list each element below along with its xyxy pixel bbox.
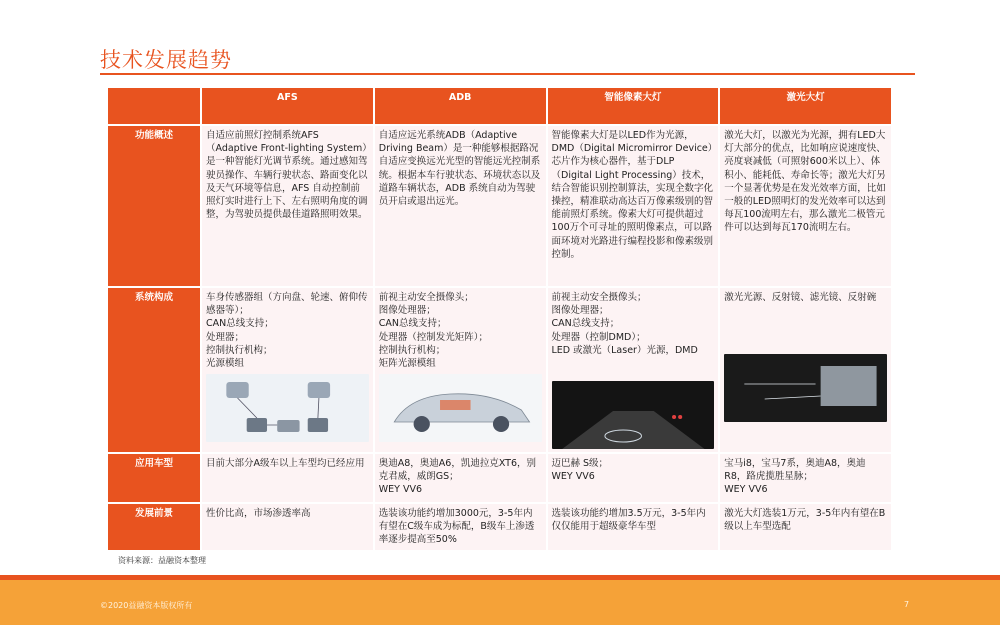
table-row <box>108 504 891 550</box>
table-cell: 自适应远光系统ADB（Adaptive Driving Beam）是一种能够根据路况自适应变换远光光型的智能远光控制系统。根据本车行驶状态、环境状态以及道路车辆状态，ADB 系统自动为驾驶员开启或退出远光。 <box>375 126 546 286</box>
row-header-outlook: 发展前景 <box>108 504 200 550</box>
table-cell <box>548 288 719 452</box>
afs-diagram-icon <box>206 374 369 442</box>
table-corner <box>108 88 200 124</box>
table-cell: 选装该功能约增加3.5万元，3-5年内仅仅能用于超级豪华车型 <box>548 504 719 550</box>
source-note: 资料来源：益融资本整理 <box>118 556 206 565</box>
row-header-system: 系统构成 <box>108 288 200 452</box>
comparison-table <box>106 86 893 552</box>
car-icon <box>379 374 542 442</box>
table-cell: 迈巴赫 S级； WEY VV6 <box>548 454 719 502</box>
table-cell: 激光大灯，以激光为光源，拥有LED大灯大部分的优点，比如响应说速度快、亮度衰减低（可照射600米以上）、体积小、能耗低、寿命长等；激光大灯另一个显著优势是在发光效率方面，比如一般的LED照明灯的发光效率可以达到每瓦100流明左右，那么激光二极管元件可以达到每瓦170流明左右。 <box>720 126 891 286</box>
cell-text: 激光光源、反射镜、滤光镜、反射碗 <box>724 292 877 303</box>
cell-text: 前视主动安全摄像头； 图像处理器； CAN总线支持； 处理器（控制发光矩阵）； 控制执行机构； 矩阵光源模组 <box>378 292 489 370</box>
column-header-adb: ADB <box>375 88 546 124</box>
table-cell: 奥迪A8，奥迪A6，凯迪拉克XT6，别克君威，威朗GS； WEY VV6 <box>375 454 546 502</box>
column-header-pixel-light: 智能像素大灯 <box>548 88 719 124</box>
table-cell: 目前大部分A级车以上车型均已经应用 <box>202 454 373 502</box>
table-row <box>108 454 891 502</box>
page-title: 技术发展趋势 <box>100 48 232 72</box>
pixel-light-road-image <box>552 381 715 449</box>
cell-text: 车身传感器组（方向盘、轮速、俯仰传感器等）； CAN总线支持； 处理器； 控制执行机构； 光源模组 <box>206 292 368 370</box>
afs-diagram-image <box>206 374 369 442</box>
row-header-function: 功能概述 <box>108 126 200 286</box>
table-cell: 宝马i8，宝马7系，奥迪A8，奥迪R8，路虎揽胜星脉； WEY VV6 <box>720 454 891 502</box>
cell-text: 前视主动安全摄像头； 图像处理器； CAN总线支持； 处理器（控制DMD）； LED 或激光（Laser）光源，DMD <box>551 292 698 356</box>
table-cell <box>720 288 891 452</box>
table-cell: 智能像素大灯是以LED作为光源，DMD（Digital Micromirror Device）芯片作为核心器件，基于DLP（Digital Light Processing）技术，结合智能识别控制算法，实现全数字化操控，精准联动高达百万像素级别的智能前照灯系统。像素大灯可提供超过100万个可寻址的照明像素点，可以路面环境对光路进行编程投影和像素级别控制。 <box>548 126 719 286</box>
column-header-afs: AFS <box>202 88 373 124</box>
table-header-row <box>108 88 891 124</box>
road-projection-icon <box>552 381 715 449</box>
table-cell: 激光大灯选装1万元，3-5年内有望在B级以上车型选配 <box>720 504 891 550</box>
laser-headlight-icon <box>724 354 887 422</box>
column-header-laser-light: 激光大灯 <box>720 88 891 124</box>
table-cell: 性价比高，市场渗透率高 <box>202 504 373 550</box>
table-cell: 自适应前照灯控制系统AFS（Adaptive Front-lighting System）是一种智能灯光调节系统。通过感知驾驶员操作、车辆行驶状态、路面变化以及天气环境等信息，AFS 自动控制前照灯实时进行上下、左右照明角度的调整，为驾驶员提供最佳道路照明效果。 <box>202 126 373 286</box>
table-cell: 选装该功能约增加3000元，3-5年内有望在C级车成为标配，B级车上渗透率逐步提高至50% <box>375 504 546 550</box>
row-header-models: 应用车型 <box>108 454 200 502</box>
laser-light-image <box>724 354 887 422</box>
table-cell <box>375 288 546 452</box>
table-row <box>108 288 891 452</box>
title-divider <box>100 73 915 75</box>
copyright: ©2020益融资本版权所有 <box>100 601 193 610</box>
adb-car-image <box>379 374 542 442</box>
table-row <box>108 126 891 286</box>
table-cell <box>202 288 373 452</box>
page-number: 7 <box>904 600 910 609</box>
